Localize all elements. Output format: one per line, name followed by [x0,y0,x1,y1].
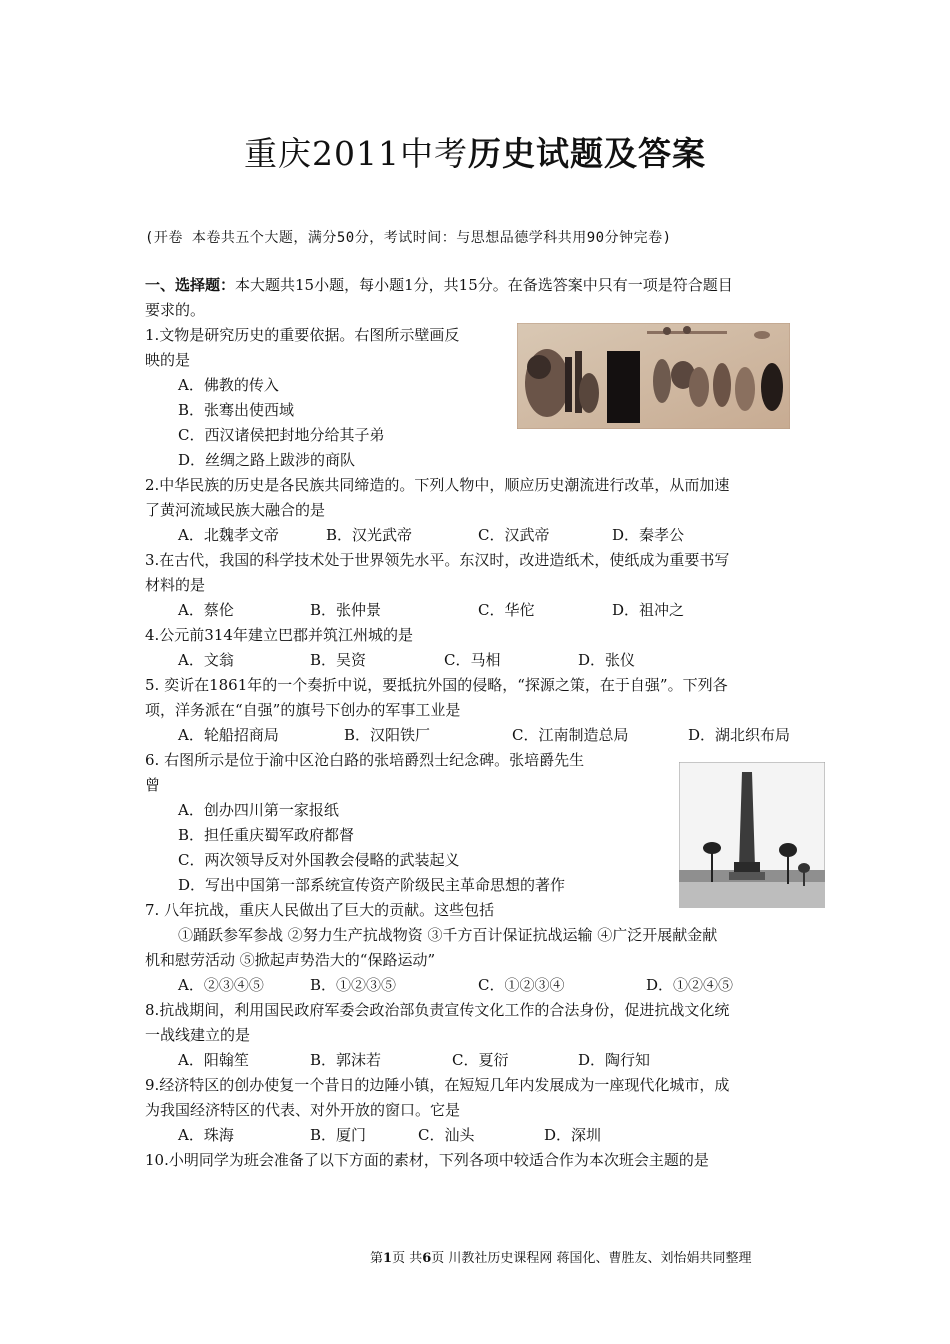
q8-stem: 8.抗战期间，利用国民政府军委会政治部负责宣传文化工作的合法身份，促进抗战文化统 [145,1001,730,1019]
q5-stem-cont: 项，洋务派在“自强”的旗号下创办的军事工业是 [145,701,461,719]
footer-page-total-prefix: 页 共 [392,1251,423,1266]
section-instructions: 本大题共15小题，每小题1分，共15分。在备选答案中只有一项是符合题目 [235,276,733,294]
q9-option-a: A．珠海 [178,1126,234,1144]
q3-option-a: A．蔡伦 [178,601,234,619]
q1-option-c: C．西汉诸侯把封地分给其子弟 [178,426,385,444]
q6-option-c: C．两次领导反对外国教会侵略的武装起义 [178,851,460,869]
q7-option-b: B．①②③⑤ [310,976,397,994]
q1-option-a: A．佛教的传入 [178,376,279,394]
q2-option-d: D．秦孝公 [612,526,685,544]
footer-page-prefix: 第 [370,1251,384,1266]
q4-option-c: C．马相 [444,651,501,669]
q7-items-cont: 机和慰劳活动 ⑤掀起声势浩大的“保路运动” [145,951,436,969]
q5-stem: 5. 奕䜣在1861年的一个奏折中说，要抵抗外国的侵略，“探源之策，在于自强”。下列各 [145,676,728,694]
q6-option-a: A．创办四川第一家报纸 [178,801,339,819]
q1-stem: 1.文物是研究历史的重要依据。右图所示壁画反 [145,326,460,344]
q7-stem: 7. 八年抗战，重庆人民做出了巨大的贡献。这些包括 [145,901,495,919]
title-plain: 重庆2011中考 [244,134,468,173]
q6-stem-cont: 曾 [145,776,161,794]
page-footer [370,1247,752,1266]
footer-page-total: 6 [422,1251,432,1266]
section-heading: 一、选择题： [145,276,236,294]
section-instructions-cont: 要求的。 [145,301,206,319]
q9-option-c: C．汕头 [418,1126,475,1144]
q3-stem-cont: 材料的是 [145,576,206,594]
q3-option-c: C．华佗 [478,601,535,619]
q7-items: ①踊跃参军参战 ②努力生产抗战物资 ③千方百计保证抗战运输 ④广泛开展献金献 [178,926,718,944]
q2-stem: 2.中华民族的历史是各民族共同缔造的。下列人物中，顺应历史潮流进行改革，从而加速 [145,476,730,494]
q5-option-b: B．汉阳铁厂 [344,726,431,744]
q4-option-b: B．吴资 [310,651,367,669]
q2-option-a: A．北魏孝文帝 [178,526,279,544]
title-bold: 历史试题及答案 [467,134,706,173]
q3-stem: 3.在古代，我国的科学技术处于世界领先水平。东汉时，改进造纸术，使纸成为重要书写 [145,551,730,569]
q1-option-b: B．张骞出使西域 [178,401,295,419]
monument-image [679,762,825,908]
q7-option-a: A．②③④⑤ [178,976,264,994]
q8-option-d: D．陶行知 [578,1051,651,1069]
q9-option-b: B．厦门 [310,1126,367,1144]
q1-option-d: D．丝绸之路上跋涉的商队 [178,451,356,469]
q9-stem: 9.经济特区的创办使复一个昔日的边陲小镇，在短短几年内发展成为一座现代化城市，成 [145,1076,730,1094]
page-title [0,128,950,175]
q7-option-c: C．①②③④ [478,976,565,994]
q2-stem-cont: 了黄河流域民族大融合的是 [145,501,326,519]
q10-stem: 10.小明同学为班会准备了以下方面的素材，下列各项中较适合作为本次班会主题的是 [145,1151,709,1169]
q5-option-a: A．轮船招商局 [178,726,279,744]
q1-stem-cont: 映的是 [145,351,191,369]
mural-image [517,323,790,429]
q4-option-d: D．张仪 [578,651,636,669]
q6-option-b: B．担任重庆蜀军政府都督 [178,826,355,844]
q9-option-d: D．深圳 [544,1126,602,1144]
q8-stem-cont: 一战线建立的是 [145,1026,251,1044]
q8-option-c: C．夏衍 [452,1051,509,1069]
q7-option-d: D．①②④⑤ [646,976,734,994]
q5-option-c: C．江南制造总局 [512,726,629,744]
q4-option-a: A．文翁 [178,651,234,669]
q8-option-a: A．阳翰笙 [178,1051,249,1069]
q3-option-b: B．张仲景 [310,601,382,619]
section-heading-line [145,273,733,298]
q9-stem-cont: 为我国经济特区的代表、对外开放的窗口。它是 [145,1101,461,1119]
q6-stem: 6. 右图所示是位于渝中区沧白路的张培爵烈士纪念碑。张培爵先生 [145,751,585,769]
q2-option-c: C．汉武帝 [478,526,550,544]
q6-option-d: D．写出中国第一部系统宣传资产阶级民主革命思想的著作 [178,876,566,894]
q5-option-d: D．湖北织布局 [688,726,791,744]
q8-option-b: B．郭沫若 [310,1051,382,1069]
q4-stem: 4.公元前314年建立巴郡并筑江州城的是 [145,626,413,644]
q3-option-d: D．祖冲之 [612,601,685,619]
exam-note: (开卷 本卷共五个大题，满分50分，考试时间：与思想品德学科共用90分钟完卷) [145,230,672,246]
footer-credits: 页 川教社历史课程网 蒋国化、曹胜友、刘怡娟共同整理 [431,1251,752,1266]
footer-page-number: 1 [383,1251,393,1266]
q2-option-b: B．汉光武帝 [326,526,413,544]
